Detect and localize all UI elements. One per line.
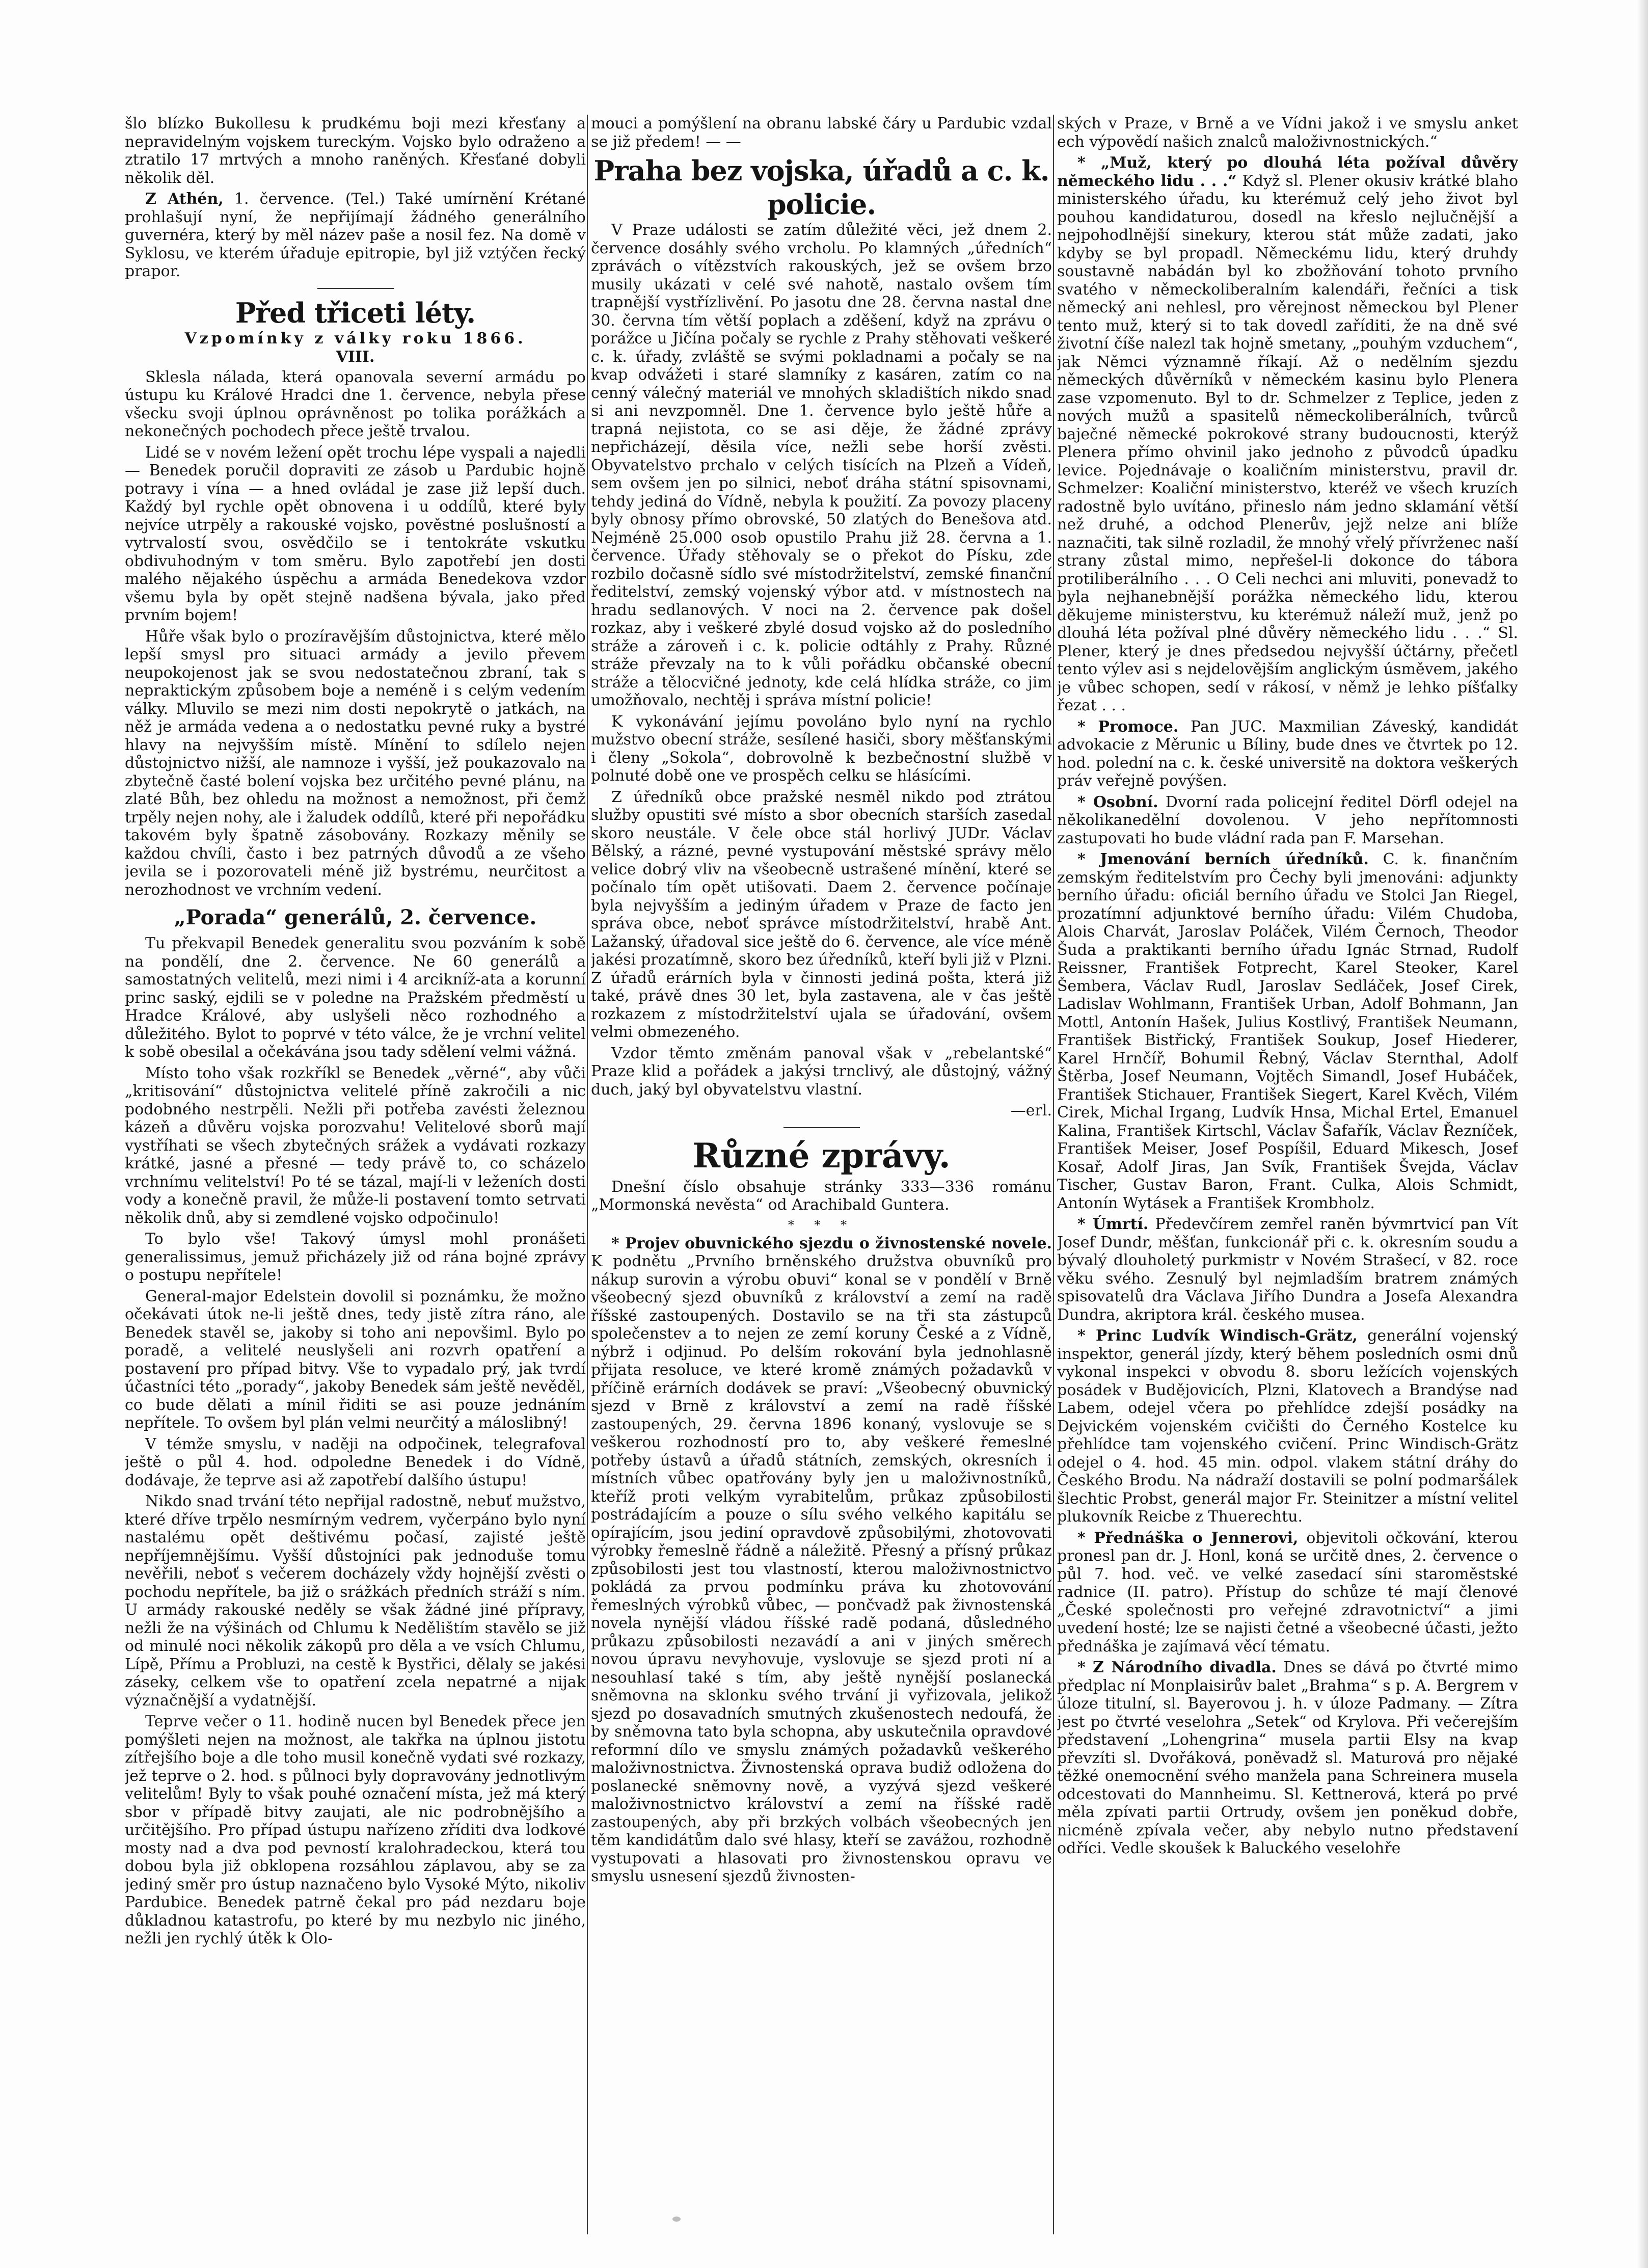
paragraph: V Praze události se zatím důležité věci, jež dnem 2. července dosáhly svého vrcholu. Po klamných „úředních“ zprávách o vítězstvích rakouských, jež se ovšem brzo musily ukázati v celé své nahotě, nastalo ovšem tím trapnější vystřízlivění. Po jasotu dne 28. června nastal dne 30. června tím větší poplach a zděšení, když na zprávu o porážce u Jičína počaly se rychle z Prahy stěhovati veškeré c. k. úřady, zvláště se svými pokladnami a počaly se na kvap odvážeti i staré slamníky z kasáren, zatím co na cenný válečný materiál ve mnohých skladištích nikdo snad si ani nevzpomněl. Dne 1. července bylo ještě hůře a trapná nejistota, co se asi děje, že žádné zprávy nepřicházejí, děsila více, nežli sebe horší zvěsti. Obyvatelstvo prchalo v celých tisících na Plzeň a Vídeň, sem ovšem jen po silnici, neboť dráha státní spisovnami, tehdy jediná do Vídně, nebyla k použití. Za povozy placeny byly obnosy přímo obrovské, 50 zlatých do Benešova atd. Nejméně 25.000 osob opustilo Prahu již 28. června a 1. července. Úřady stěhovaly se o překot do Písku, zde rozbilo dočasně sídlo své místodržitelství, zemské finanční ředitelství, zemský vojenský výbor atd. v místnostech na hradu sedlanových. V noci na 2. července pak došel rozkaz, aby i veškeré zbylé dosud vojsko až do posledního stráže a zároveň i c. k. policie odtáhly z Prahy. Různé stráže převzaly na to k vůli pořádku občanské obecní stráže a tělocvičné jednoty, kde celá hlídka stráže, co jim umožňovalo, nechtěj i správa místní policie!	[591, 221, 1052, 709]
news-item-shoemakers	[591, 1235, 1052, 1886]
paragraph: Nikdo snad trvání této nepřijal radostně, nebuť mužstvo, které dříve trpělo nesmírným vedrem, vyčerpáno bylo nyní nastalému opět deštivému počasí, zajisté ještě nepříjemnějšímu. Vyšší důstojníci pak jednoduše tomu nevěřili, neboť s večerem docházely vždy hojnější zvěsti o pochodu nepřítele, ba již o srážkách předních stráží s ním. U armády rakouské neděly se však žádné jiné přípravy, nežli že na výšinách od Chlumu k Nedělištím stavělo se již od minulé noci několik zákopů pro děla a ve vsích Chlumu, Lípě, Přímu a Probluzi, na cestě k Bystřici, dělaly se jakési záseky, celkem vše to opatření zcela nepatrné a nijak význačnější a vydatnější.	[125, 1492, 586, 1710]
article-headline: Před třiceti léty.	[235, 296, 476, 329]
column-left	[125, 115, 586, 2234]
paragraph-body: Dvorní rada policejní ředitel Dörfl odejel na několikanedělní dovolenou. V jeho nepřítomnosti zastupovati ho bude vládní rada pan F. Marsehan.	[1057, 793, 1518, 847]
divider	[317, 288, 394, 289]
news-item-theatre	[1057, 1659, 1518, 1858]
news-item-prince	[1057, 1327, 1518, 1526]
item-title: * „Muž, který po dlouhá léta požíval důvěry německého lidu . . .“	[1057, 154, 1518, 190]
paragraph-body: K podnětu „Prvního brněnského družstva obuvníků pro nákup surovin a výrobu obuvi“ konal se v pondělí v Brně všeobecný sjezd obuvníků z království a zemí na radě říšské zastoupených. Dostavilo se na tři sta zástupců společenstev a to nejen ze zemí koruny České a z Vídně, nýbrž i odjinud. Po delším rokování byla jednohlasně přijata resoluce, ve které kromě známých požadavků v příčině erárních dodávek se praví: „Všeobecný obuvnický sjezd v Brně z království a zemí na radě říšské zastoupených, 29. června 1896 konaný, vyslovuje se s veškerou rozhodností pro to, aby veškeré řemeslné potřeby ústavů a úřadů státních, zemských, okresních i místních vůbec opatřovány byly jen u maloživnostníků, kteříž proti velkým vyrabitelům, průkaz způsobilosti postrádajícím a pouze o sílu svého velkého kapitálu se opírajícím, jsou jediní opravdově způsobilými, zhotovovati výrobky řemeslně řádně a náležitě. Přesný a přísný průkaz způsobilosti jest tou vlastností, kterou maloživnostnictvo pokládá za prvou podmínku práva ku zhotovování řemeslných výrobků vůbec, — pončvadž pak živnostenská novela nynější vládou říšské radě podaná, důsledného průkazu způsobilosti nezavádí a ani v jiných směrech novou úpravu nevyhovuje, vyslovuje se sjezd proti ní a nesouhlasí také s tím, aby ještě nynější poslanecká sněmovna na sklonku svého trvání ji vyřizovala, jelikož sjezd po dosavadních smutných zkušenostech nedoufá, že by sněmovna tato byla schopna, aby uskutečnila opravdové reformní dílo ve smyslu známých požadavků veškerého maloživnostnictva. Živnostenská oprava budiž odložena do poslanecké sněmovny nově, a vyzývá sjezd veškeré maloživnostnictvo království a zemí na říšské radě zastoupených, aby při brzkých volbách všeobecných jen těm kandidátům dalo své hlasy, kteří se zavážou, rozhodně vystupovati a hlasovati pro živnostenskou opravu ve smyslu usnesení sjezdů živnosten-	[591, 1252, 1052, 1885]
paragraph-body: Pan JUC. Maxmilian Záveský, kandidát advokacie z Měrunic u Bíliny, bude dnes ve čtvrtek po 12. hod. polední na c. k. české universitě na doktora veškerých práv veřejně povýšen.	[1057, 717, 1518, 790]
news-item-lecture	[1057, 1529, 1518, 1656]
news-item-personal	[1057, 793, 1518, 848]
paragraph: V témže smyslu, v naději na odpočinek, telegrafoval ještě o půl 4. hod. odpoledne Benedek i do Vídně, dodávaje, že teprve asi až zapotřebí dalšího ústupu!	[125, 1435, 586, 1489]
paragraph: Hůře však bylo o prozíravějším důstojnictva, které mělo lepší smysl pro situaci armády a jevilo převem neupokojenost jak se svou nedostatečnou zbraní, tak s nepraktickým způsobem boje a neméně i s celým vedením války. Mluvilo se mezi nim dosti nepokrytě o jatkách, na něž je armáda vedena a o nedostatku pevné ruky a bystré hlavy na nejvyšším místě. Mínění to sdílelo nejen důstojnictvo nižší, ale namnoze i vyšší, jež poukazovalo na zbytečně časté bolení vojska bez určitého pevné plánu, na zlaté Bůh, bez ohledu na možnost a nemožnost, při čemž trpěly nejen nohy, ale i žaludek oddílů, které při nepořádku takovém byly špatně zásobovány. Rozkazy měnily se každou chvíli, často i bez patrných důvodů a ze všeho jevila se i pozorovateli méně již bystrému, neurčitost a nerozhodnost ve vrchním vedení.	[125, 627, 586, 899]
paragraph: General-major Edelstein dovolil si poznámku, že možno očekávati útok ne-li ještě dnes, tedy jistě zítra ráno, ale Benedek stavěl se, jakoby si toho ani nepovšiml. Bylo po poradě, a velitelé neuslyšeli ani rozvrh opatření a postavení pro případ bitvy. Vše to vypadalo prý, jak tvrdí účastníci této „porady“, jakoby Benedek sám ještě nevěděl, co bude dělati a mínil řiditi se asi pouze jednáním nepřítele. To ovšem byl plán velmi neurčitý a máloslibný!	[125, 1287, 586, 1432]
paragraph: ských v Praze, v Brně a ve Vídni jakož i ve smyslu anket ech výpovědí našich znalců maloživnostnických.“	[1057, 115, 1518, 151]
paragraph: Teprve večer o 11. hodině nucen byl Benedek přece jen pomýšleti nejen na možnost, ale takřka na úplnou jistotu zítřejšího boje a dle toho musil konečně vydati své rozkazy, jež teprve o 2. hod. s půlnoci byly dopravovány jednotlivým velitelům! Byly to však pouhé označení místa, jež má který sbor v případě bitvy zaujati, ale nic podrobnějšího a určitějšího. Pro případ ústupu nařízeno zříditi dva lodkové mosty nad a dva pod pevností kralohradeckou, která tou dobou byla již obklopena rozsáhlou záplavou, aby se za jediný směr pro ústup naznačeno bylo Vysoké Mýto, nikoliv Pardubice. Benedek patrně čekal pro pád nezdaru boje důkladnou katastrofu, po které by mu nezbylo nic jiného, nežli jen rychlý útěk k Olo-	[125, 1713, 586, 1947]
paragraph-body: C. k. finančním zemským ředitelstvím pro Čechy byli jmenováni: adjunkty berního úřadu: oficiál berního úřadu ve Stolci Jan Riegel, prozatímní adjunktové berního úřadu: Vilém Chudoba, Alois Charvát, Jaroslav Poláček, Vilém Černoch, Theodor Šuda a praktikanti berního úřadu Ignác Strnad, Rudolf Reissner, František Fotprecht, Karel Steoker, Karel Šembera, Václav Rudl, Jaroslav Sedláček, Josef Cirek, Ladislav Wohlmann, František Urban, Adolf Bohmann, Jan Mottl, Antonín Hašek, Julius Kostlivý, František Neumann, František Bistřický, František Soukup, Josef Hiederer, Karel Hrnčíř, Bohumil Řebný, Václav Sternthal, Adolf Štěrba, Josef Neumann, Vojtěch Simandl, Josef Hubáček, František Stichauer, František Siegert, Karel Kvěch, Vilém Cirek, Michal Irgang, Ludvík Hnsa, Michal Ertel, Emanuel Kalina, František Kirtschl, Václav Šafařík, Václav Řezníček, František Meiser, Josef Pospíšil, Eduard Mikesch, Josef Kosař, Adolf Jiras, Jan Svík, František Švejda, Václav Tischer, Gustav Baron, Frant. Culka, Alois Schmidt, Antonín Wytásek a František Krombholz.	[1057, 850, 1518, 1212]
article-headline: Praha bez vojska, úřadů a c. k. policie.	[593, 154, 1049, 221]
paragraph: Sklesla nálada, která opanovala severní armádu po ústupu ku Králové Hradci dne 1. července, nebyla přese všecku svoji úplnou oprávněnost po tolika porážkách a nekonečných pochodech přece ještě trvalou.	[125, 368, 586, 440]
paragraph: Dnešní číslo obsahuje stránky 333—336 románu „Mormonská nevěsta“ od Arachibald Guntera.	[591, 1178, 1052, 1214]
ornament-separator: * * *	[788, 1217, 855, 1232]
section-heading: „Porada“ generálů, 2. července.	[174, 905, 537, 929]
news-item-athens	[125, 190, 586, 281]
paragraph-body: objevitoli očkování, kterou pronesl pan dr. J. Honl, koná se určitě dnes, 2. července o půl 7. hod. več. ve velké zasedací síni staroměstské radnice (II. patro). Přístup do schůze té mají členové „České společnosti pro veřejné zdravotnictví“ a jimi uvedení hosté; lze se najisti četné a všeobecné účasti, ježto přednáška je zajímavá věcí tématu.	[1057, 1529, 1518, 1656]
item-title: * Projev obuvnického sjezdu o živnostenské novele.	[611, 1234, 1052, 1252]
paragraph: Z úředníků obce pražské nesměl nikdo pod ztrátou služby opustiti své místo a sbor obecních starších zasedal skoro neustále. V čele obce stál horlivý JUDr. Václav Bělský, a rázné, pevné vystupování městské správy mělo velice dobrý vliv na všeobecně ustrašené mínění, které se počínalo tím opět utišovati. Daem 2. července počínaje byla nejvyšším a jediným úřadem v Praze de facto jen správa obce, neboť správce místodržitelství, hrabě Ant. Lažanský, úřadoval sice ještě do 6. července, ale více méně jakési prozatímně, skoro bez úředníků, kteří byli již v Plzni. Z úřadů erárních byla v činnosti jediná pošta, která již také, právě dnes 30 let, byla zastavena, ale v čas ještě rozkazem z místodržitelství ujala se úřadování, ovšem velmi obmezeného.	[591, 788, 1052, 1041]
part-number: VIII.	[336, 348, 375, 366]
paper-blemish	[672, 2217, 681, 2222]
paragraph: Tu překvapil Benedek generalitu svou pozváním k sobě na pondělí, dne 2. července. Ne 60 generálů a samostatných velitelů, mezi nimi i 4 arcikníž-ata a korunní princ saský, ejdili se v poledne na Pražském předměstí u Hradce Králové, aby uslyšeli něco rozhodného a důležitého. Bylot to poprvé v této válce, že je vrchní velitel k sobě obesilal a očekávána jsou tady sdělení velmi vážná.	[125, 935, 586, 1061]
item-title: * Přednáška o Jennerovi,	[1077, 1529, 1299, 1547]
dateline: Z Athén,	[145, 190, 224, 208]
paragraph: šlo blízko Bukollesu k prudkému boji mezi křesťany a nepravidelným vojskem tureckým. Vojsko bylo odraženo a ztratilo 17 mrtvých a mnoho raněných. Křesťané dobyli několik děl.	[125, 115, 586, 187]
item-title: * Z Národního divadla.	[1077, 1659, 1277, 1676]
item-title: * Osobní.	[1077, 793, 1158, 811]
paragraph-body: Když sl. Plener okusiv krátké blaho ministerského úřadu, ku kterémuž celý jeho život byl pouhou kandidaturou, dosedl na křeslo nejlučnější a nejpohodlnější sinekury, kterou stát může zadati, jako kdyby se byl propadl. Německému lidu, který druhdy soustavně nabádán byl ko zbožňování tohoto prvního svatého v německoliberalním kalendáři, řečníci a tisk německý ani nehlesl, pro věrejnost německou byl Plener tento muž, který si to tak dovedl zaříditi, že na dně své životní číše nalezl tak hojně smetany, „pouhým vzduchem“, jak Němci významně říkají. Až o nedělním sjezdu německých důvěrníků v německém kasinu bylo Plenera zase vzpomenuto. Byl to dr. Schmelzer z Teplice, jeden z nových mužů a spasitelů německoliberálních, tvůrců baječné německé pokrokové strany budoucnosti, kterýž Plenera přímo ohvinil jako jednoho z původců úpadku levice. Pojednávaje o koaličním ministerstvu, pravil dr. Schmelzer: Koaliční ministerstvo, kteréž ve všech kruzích radostně bylo uvítáno, přineslo nám jedno sklamání větší než druhé, a odchod Plenerův, jejž nelze ani blíže naznačiti, tak silně rozladil, že mnohý vřelý přívrženec naší strany zůstal mimo, nepřešel-li dokonce do tábora protiliberálního . . . O Celi nechci ani mluviti, ponevadž to byla nejhanebnější porážka německého lidu, kterou děkujeme ministerstvu, ku kterémuž náleží muž, jenž po dlouhá léta požíval plné důvěry německého lidu . . .“ Sl. Plener, který je dnes předsedou nejvyšší účtárny, přečetl tento výlev asi s nejdelovějším anglickým úsměvem, jakého je vůbec schopen, sedí v rákosí, v němž je lehko píšťalky řezat . . .	[1057, 172, 1518, 714]
paragraph-body: Předevčírem zemřel raněn bývmrtvicí pan Vít Josef Dundr, měšťan, funkcionář při c. k. okresním soudu a bývalý dlouholetý purkmistr v Novém Strašecí, v 82. roce věku svého. Zesnulý byl nejmladším bratrem známých spisovatelů dra Václava Jiřího Dundra a Josefa Alexandra Dundra, akriptora král. českého musea.	[1057, 1215, 1518, 1324]
paragraph-body: Dnes se dává po čtvrté mimo předplac ní Monplaisirův balet „Brahma“ s p. A. Bergrem v úloze titulní, sl. Bayerovou j. h. v úloze Padmany. — Zítra jest po čtvrté veselohra „Setek“ od Krylova. Při večerejším představení „Lohengrina“ musela partii Elsy na kvap převzíti sl. Dvořáková, poněvadž sl. Maturová pro nějaké těžké onemocnění svého manžela pana Schreinera musela odcestovati do Mannheimu. Sl. Kettnerová, která po prvé měla zpívati partii Ortrudy, ovšem jen poněkud dobře, nicméně zpívala večer, aby nebylo nutno představení odříci. Vedle skoušek k Baluckého veselohře	[1057, 1659, 1518, 1857]
paragraph-body: 1. července. (Tel.) Také umírnění Krétané prohlašují nyní, že nepřijímají žádného generálního guvernéra, který by měl název paše a nosil fez. Na domě v Syklosu, ve kterém úřaduje epitropie, byl již vztýčen řecký prapor.	[125, 190, 586, 280]
column-right	[1057, 115, 1518, 2234]
column-divider	[587, 115, 588, 2234]
paragraph: Vzdor těmto změnám panoval však v „rebelantské“ Praze klid a pořádek a jakýsi trnclivý, ale důstojný, vážný duch, jaký byl obyvatelstvu vlastní.	[591, 1044, 1052, 1099]
news-item-promotion	[1057, 718, 1518, 790]
item-title: * Úmrtí.	[1077, 1215, 1149, 1233]
item-title: * Jmenování berních úředníků.	[1077, 850, 1369, 868]
paragraph: mouci a pomýšlení na obranu labské čáry u Pardubic vzdal se již předem! — —	[591, 115, 1052, 151]
item-title: * Promoce.	[1077, 717, 1179, 736]
divider	[784, 1127, 860, 1128]
paragraph-body: generální vojenský inspektor, generál jízdy, který během posledních osmi dnů vykonal inspekci v obvodu 8. sboru ležících vojenských posádek v Budějovicích, Plzni, Klatovech a Brandýse nad Labem, odejel včera po přehlídce zdejší posádky na Dejvickém vojenském cvičišti do Černého Kostelce ku přehlídce tam vojenského cvičení. Princ Windisch-Grätz odejel o 4. hod. 45 min. odpol. vlakem státní dráhy do Českého Brodu. Na nádraží dostavili se polní podmaršálek šlechtic Probst, generál major Fr. Steinitzer a místní velitel plukovník Reicbe z Thuerechtu.	[1057, 1327, 1518, 1526]
column-middle	[591, 115, 1052, 2234]
paragraph: Lidé se v novém ležení opět trochu lépe vyspali a najedli — Benedek poručil dopraviti ze zásob u Pardubic hojně potravy i vína — a hned ovládal je zase již lepší duch. Každý byl rychle opět obnovena i u oddílů, které byly nejvíce utrpěly a rakouské vojsko, pověstné poslušností a vytrvalostí svou, osvědčilo se i tentokráte vskutku obdivuhodným v tom směru. Bylo zapotřebí jen dosti malého nějakého úspěchu a armáda Benedekova vzdor všemu byla by opět stejně nadšena bývala, jako před prvním bojem!	[125, 443, 586, 624]
item-title: * Princ Ludvík Windisch-Grätz,	[1077, 1327, 1358, 1345]
paragraph: K vykonávání jejímu povoláno bylo nyní na rychlo mužstvo obecní stráže, sesílené hasiči, sbory měšťanskými i členy „Sokola“, dobrovolně k bezbečnostní službě v polnuté době one ve prospěch celku se hlásícími.	[591, 712, 1052, 785]
column-divider	[1053, 115, 1054, 2234]
news-item-death	[1057, 1215, 1518, 1324]
paragraph: To bylo vše! Takový úmysl mohl pronášeti generalissimus, jemuž přicházely již od rána bojné zprávy o postupu nepřítele!	[125, 1230, 586, 1284]
author-signature: —erl.	[1010, 1102, 1052, 1119]
section-headline: Různé zprávy.	[692, 1135, 951, 1176]
news-item-appointments	[1057, 850, 1518, 1212]
paragraph: Místo toho však rozkříkl se Benedek „věrné“, aby vůči „kritisování“ důstojnictva velitelé příně zakročili a nic podobného nestrpěli. Nežli při potřeba zavésti železnou kázeň a důvěru vojska porozvahu! Velitelové sborů mají vystříhati se všech zbytečných srážek a vydávati rozkazy krátké, jasné a přesné — tedy právě to, co scházelo vrchnímu velitelství! Po té se tázal, mají-li v leženích dosti vody a konečně pravil, že může-li postavení tomto setrvati několik dnů, aby si zemdlené vojsko odpočinulo!	[125, 1064, 586, 1227]
article-subheading: Vzpomínky z války roku 1866.	[184, 329, 526, 348]
news-item-plener	[1057, 154, 1518, 715]
page-edge-shadow	[1637, 0, 1648, 2268]
